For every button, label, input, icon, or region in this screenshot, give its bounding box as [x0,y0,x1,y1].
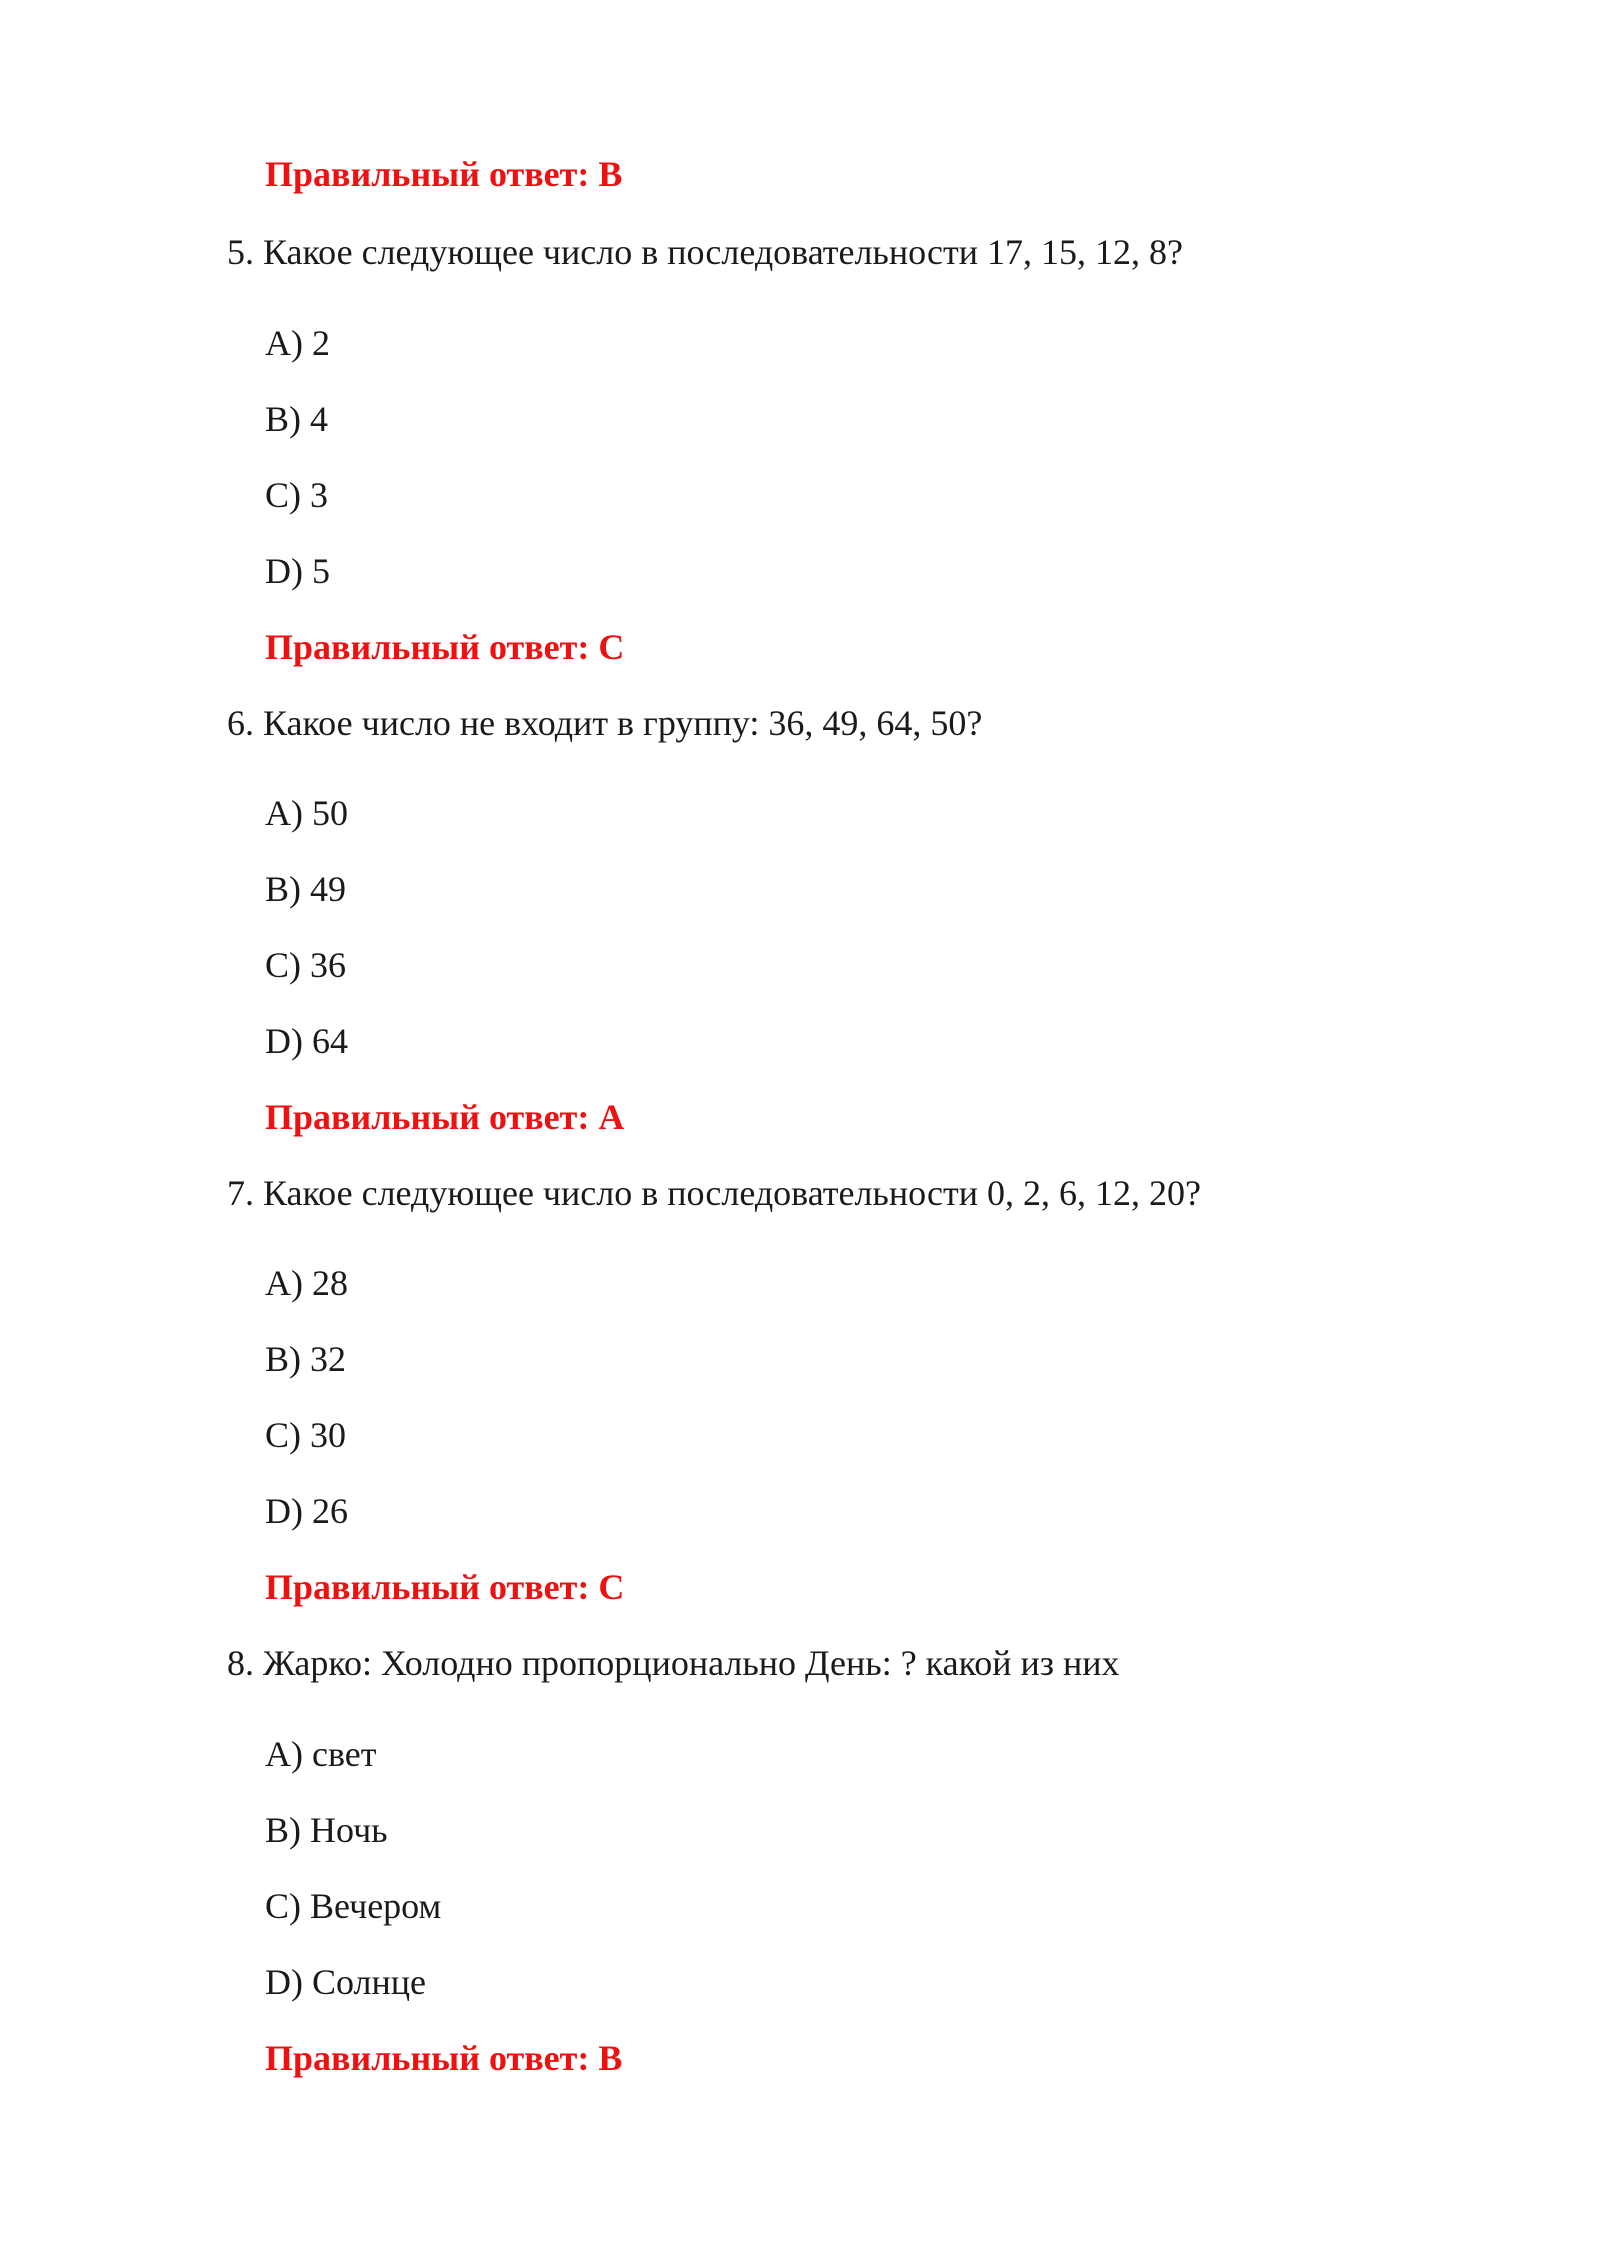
question-7-option-a: A) 28 [265,1263,348,1303]
question-6-option-c: C) 36 [265,945,346,985]
question-7-option-d: D) 26 [265,1491,348,1531]
question-8-option-b: B) Ночь [265,1810,388,1850]
question-8-option-c: C) Вечером [265,1886,442,1926]
question-8-option-d: D) Солнце [265,1962,426,2002]
question-6-option-b: B) 49 [265,869,346,909]
correct-answer-previous: Правильный ответ: В [265,154,623,194]
question-8-option-a: A) свет [265,1734,377,1774]
question-5-option-b: B) 4 [265,399,328,439]
question-5-text: 5. Какое следующее число в последовательности 17, 15, 12, 8? [227,232,1183,272]
question-6-correct-answer: Правильный ответ: А [265,1097,625,1137]
question-5-option-a: A) 2 [265,323,330,363]
question-7-option-b: B) 32 [265,1339,346,1379]
question-6-option-d: D) 64 [265,1021,348,1061]
question-6-text: 6. Какое число не входит в группу: 36, 49, 64, 50? [227,703,983,743]
question-8-text: 8. Жарко: Холодно пропорционально День: ? какой из них [227,1643,1120,1683]
question-7-text: 7. Какое следующее число в последовательности 0, 2, 6, 12, 20? [227,1173,1201,1213]
question-7-option-c: C) 30 [265,1415,346,1455]
question-6-option-a: A) 50 [265,793,348,833]
question-5-option-d: D) 5 [265,551,330,591]
question-5-option-c: C) 3 [265,475,328,515]
question-7-correct-answer: Правильный ответ: С [265,1567,625,1607]
question-5-correct-answer: Правильный ответ: С [265,627,625,667]
question-8-correct-answer: Правильный ответ: В [265,2038,623,2078]
